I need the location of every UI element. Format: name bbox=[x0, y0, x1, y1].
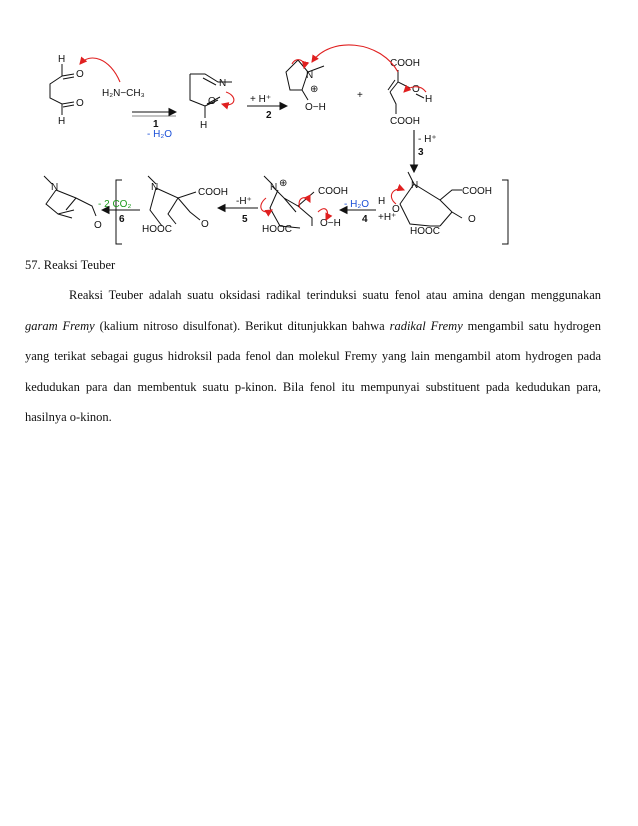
atom-n-f: N bbox=[270, 182, 278, 193]
molecule-tropinone bbox=[44, 176, 102, 231]
atom-h-top: H bbox=[58, 54, 66, 65]
ketone-o-e: O bbox=[468, 214, 476, 225]
atom-h-bottom: H bbox=[58, 116, 66, 127]
atom-oh-c: O−H bbox=[305, 102, 326, 113]
molecule-tropinone-diacid bbox=[142, 176, 228, 235]
atom-h-b: H bbox=[200, 120, 208, 131]
cooh-g: COOH bbox=[198, 187, 228, 198]
para-part-5: mengambil satu hydrogen yang terikat sebagai gugus hidroksil pada fenol dan molekul Fremy yang lain mengambil atom hydrogen pada kedudukan para dan membentuk suatu p-kinon. Bila fenol itu mempunyai substituent pada kedudukan para, hasilnya o-kinon. bbox=[25, 318, 601, 424]
atom-h-d: H bbox=[425, 94, 433, 105]
step-2-label: 2 bbox=[266, 110, 272, 121]
atom-n-g: N bbox=[151, 182, 159, 193]
section-paragraph bbox=[25, 280, 601, 433]
molecule-enol-diacid bbox=[312, 45, 432, 127]
atom-o-g: O bbox=[201, 219, 209, 230]
plus-hplus-label-4: +H⁺ bbox=[378, 212, 397, 223]
plus-h-label: + H⁺ bbox=[250, 94, 272, 105]
bracket-right bbox=[502, 180, 508, 244]
para-part-4-italic: radikal Fremy bbox=[389, 318, 463, 333]
minus-hplus-label-5: -H⁺ bbox=[236, 196, 252, 207]
atom-o-e: O bbox=[392, 204, 400, 215]
step-3-label: 3 bbox=[418, 147, 424, 158]
molecule-iminium bbox=[286, 60, 326, 113]
amine-reagent: H₂N−CH₃ bbox=[102, 88, 145, 99]
cooh-e: COOH bbox=[462, 186, 492, 197]
hooc-g: HOOC bbox=[142, 224, 172, 235]
atom-o-top: O bbox=[76, 69, 84, 80]
atom-o-d: O bbox=[412, 84, 420, 95]
atom-n-h: N bbox=[51, 182, 59, 193]
step-5-label: 5 bbox=[242, 214, 248, 225]
molecule-iminium-bicyclic bbox=[261, 176, 348, 235]
cooh-f: COOH bbox=[318, 186, 348, 197]
para-part-3: (kalium nitroso disulfonat). Berikut ditunjukkan bahwa bbox=[94, 318, 390, 333]
oh-f: O−H bbox=[320, 218, 341, 229]
atom-o-b: O bbox=[208, 96, 216, 107]
atom-n-b: N bbox=[219, 78, 227, 89]
molecule-enol-intermediate bbox=[378, 172, 492, 237]
cooh-d-bottom: COOH bbox=[390, 116, 420, 127]
minus-h2o-label-4: - H₂O bbox=[344, 199, 369, 210]
step-4-label: 4 bbox=[362, 214, 368, 225]
atom-o-h: O bbox=[94, 220, 102, 231]
atom-o-bottom: O bbox=[76, 98, 84, 109]
step-6-label: 6 bbox=[119, 214, 125, 225]
minus-h-label-3: - H⁺ bbox=[418, 134, 437, 145]
cooh-d-top: COOH bbox=[390, 58, 420, 69]
hooc-f: HOOC bbox=[262, 224, 292, 235]
atom-h-e: H bbox=[378, 196, 386, 207]
plus-sign: + bbox=[357, 90, 363, 101]
reaction-scheme bbox=[0, 0, 638, 250]
hooc-e: HOOC bbox=[410, 226, 440, 237]
charge-c: ⊕ bbox=[310, 84, 319, 95]
atom-n-e: N bbox=[411, 180, 419, 191]
para-part-1: Reaksi Teuber adalah suatu oksidasi radikal terinduksi suatu fenol atau amina dengan menggunakan bbox=[69, 288, 601, 302]
bracket-left bbox=[116, 180, 122, 244]
atom-n-c: N bbox=[306, 70, 314, 81]
molecule-imine-aldehyde bbox=[190, 74, 234, 131]
minus-h2o-label-1: - H₂O bbox=[147, 129, 172, 140]
step-1-label: 1 bbox=[153, 119, 159, 130]
charge-f: ⊕ bbox=[279, 178, 288, 189]
section-heading: 57. Reaksi Teuber bbox=[25, 258, 116, 272]
minus-2co2-label: - 2 CO₂ bbox=[98, 199, 132, 210]
para-part-2-italic: garam Fremy bbox=[25, 318, 95, 333]
